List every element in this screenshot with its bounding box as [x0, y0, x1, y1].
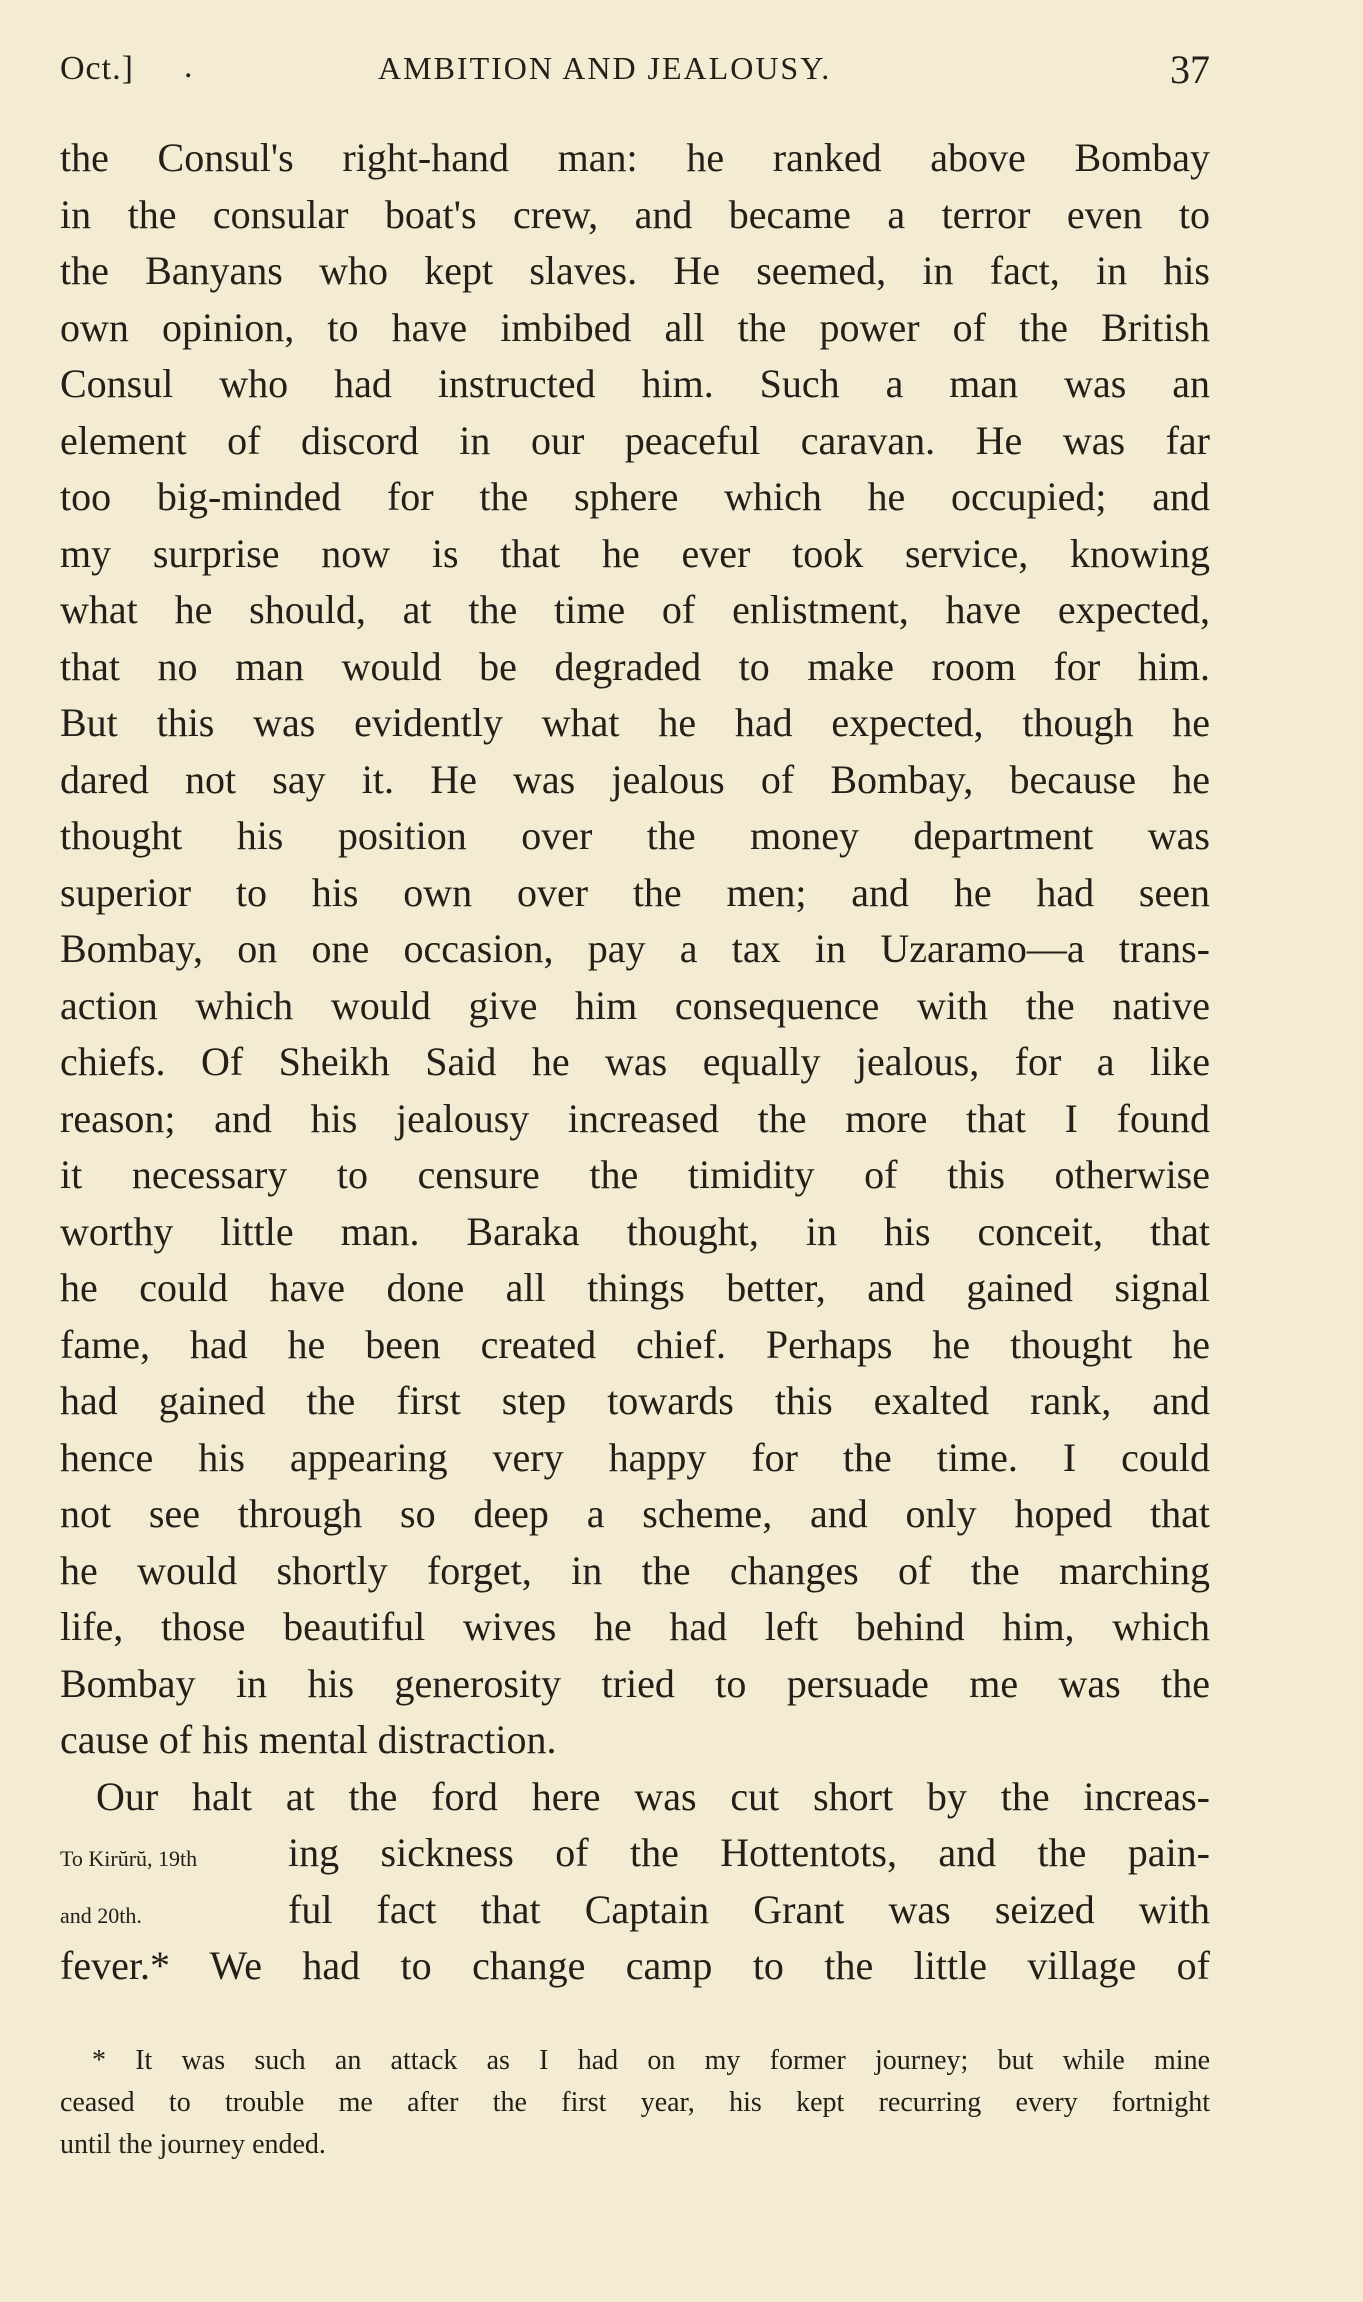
text-line: life, those beautiful wives he had left behind him, which: [60, 1604, 1210, 1649]
text-line: Consul who had instructed him. Such a man was an: [60, 361, 1210, 406]
text-line: he would shortly forget, in the changes of the marching: [60, 1547, 1210, 1593]
text-line: had gained the first step towards this exalted rank, and: [60, 1378, 1210, 1423]
margin-note-date-cont: and 20th.: [60, 1902, 142, 1928]
margin-note-row: [60, 1825, 1210, 1882]
margin-note-row: [60, 1882, 1210, 1939]
running-header: [60, 42, 1210, 102]
text-line: Bombay in his generosity tried to persuade me was the: [60, 1660, 1210, 1706]
main-text: [60, 130, 1210, 1995]
text-line: the Consul's right-hand man: he ranked above Bombay: [60, 135, 1210, 180]
margin-note-date: To Kirŭrŭ, 19th: [60, 1846, 198, 1871]
text-line: thought his position over the money department was: [60, 813, 1210, 858]
text-line: ing sickness of the Hottentots, and the pain-: [288, 1830, 1210, 1875]
header-title: AMBITION AND JEALOUSY.: [378, 50, 832, 86]
text-line: not see through so deep a scheme, and only hoped that: [60, 1491, 1210, 1536]
page-number: 37: [1170, 47, 1210, 92]
text-line: what he should, at the time of enlistment, have expected,: [60, 587, 1210, 632]
text-line: superior to his own over the men; and he had seen: [60, 869, 1210, 915]
footnote: [60, 2040, 1210, 2166]
text-line: cause of his mental distraction.: [60, 1717, 557, 1762]
header-dot: .: [184, 48, 193, 85]
text-line: fever.* We had to change camp to the little village of: [60, 1943, 1210, 1988]
text-line: fame, had he been created chief. Perhaps he thought he: [60, 1321, 1210, 1367]
text-line: reason; and his jealousy increased the more that I found: [60, 1095, 1210, 1141]
text-line: But this was evidently what he had expected, though he: [60, 700, 1210, 745]
footnote-line: * It was such an attack as I had on my former journey; but while mine: [92, 2045, 1210, 2076]
text-line: worthy little man. Baraka thought, in his conceit, that: [60, 1208, 1210, 1254]
footnote-line: ceased to trouble me after the first year, his kept recurring every fortnight: [60, 2087, 1210, 2118]
text-line: element of discord in our peaceful caravan. He was far: [60, 417, 1210, 463]
text-line: dared not say it. He was jealous of Bombay, because he: [60, 756, 1210, 802]
text-line: that no man would be degraded to make room for him.: [60, 643, 1210, 689]
text-line: the Banyans who kept slaves. He seemed, in fact, in his: [60, 248, 1210, 293]
text-line: my surprise now is that he ever took service, knowing: [60, 530, 1210, 576]
text-line: he could have done all things better, and gained signal: [60, 1265, 1210, 1310]
text-line: ful fact that Captain Grant was seized with: [288, 1886, 1210, 1932]
text-line: chiefs. Of Sheikh Said he was equally jealous, for a like: [60, 1039, 1210, 1084]
header-month: Oct.]: [60, 50, 134, 87]
paragraph-start-line: Our halt at the ford here was cut short by the increas-: [96, 1773, 1210, 1819]
text-line: action which would give him consequence with the native: [60, 982, 1210, 1028]
text-line: hence his appearing very happy for the time. I could: [60, 1434, 1210, 1480]
text-line: it necessary to censure the timidity of this otherwise: [60, 1152, 1210, 1197]
text-line: own opinion, to have imbibed all the power of the British: [60, 304, 1210, 350]
footnote-line: until the journey ended.: [60, 2129, 326, 2160]
text-line: in the consular boat's crew, and became a terror even to: [60, 191, 1210, 237]
text-line: Bombay, on one occasion, pay a tax in Uzaramo—a trans-: [60, 926, 1210, 971]
text-line: too big-minded for the sphere which he occupied; and: [60, 474, 1210, 519]
